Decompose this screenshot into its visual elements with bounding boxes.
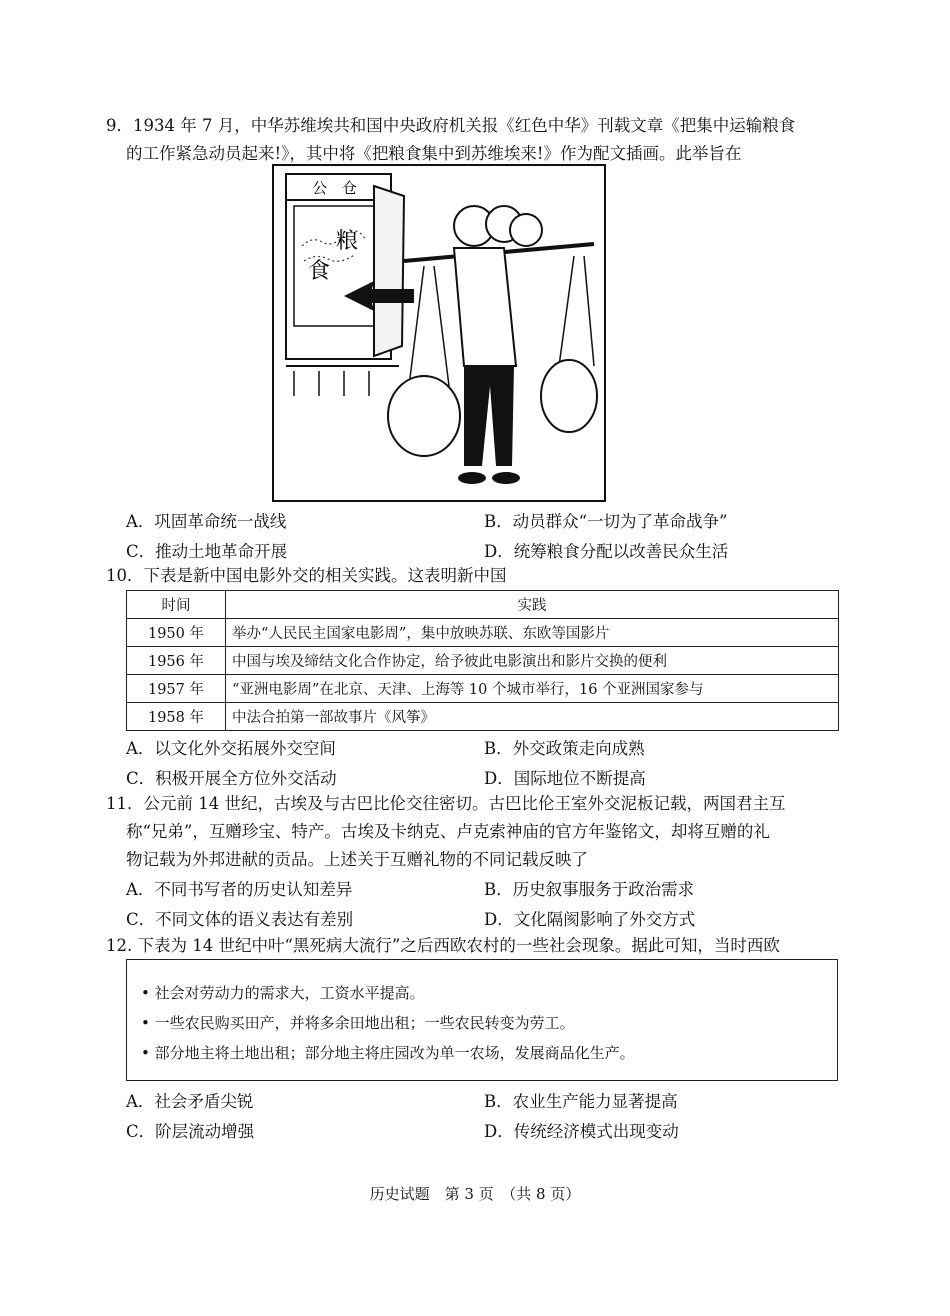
q12-option-d: D．传统经济模式出现变动 bbox=[484, 1122, 679, 1141]
q11-stem-line3: 物记载为外邦进献的贡品。上述关于互赠礼物的不同记载反映了 bbox=[126, 850, 588, 869]
page-footer: 历史试题 第 3 页 （共 8 页） bbox=[369, 1185, 581, 1203]
q12-item: • 部分地主将土地出租；部分地主将庄园改为单一农场，发展商品化生产。 bbox=[141, 1044, 635, 1062]
q12-option-a: A．社会矛盾尖锐 bbox=[126, 1092, 254, 1111]
q10-option-d: D．国际地位不断提高 bbox=[484, 769, 646, 788]
q11-option-d: D．文化隔阂影响了外交方式 bbox=[484, 910, 696, 929]
table-header-time: 时间 bbox=[127, 591, 226, 619]
q10-option-a: A．以文化外交拓展外交空间 bbox=[126, 739, 336, 758]
table-row bbox=[127, 619, 839, 647]
q11-option-b: B．历史叙事服务于政治需求 bbox=[484, 880, 695, 899]
q9-option-b: B．动员群众“一切为了革命战争” bbox=[484, 512, 728, 531]
q9-option-a: A．巩固革命统一战线 bbox=[126, 512, 287, 531]
q12-stem: 12. 下表为 14 世纪中叶“黑死病大流行”之后西欧农村的一些社会现象。据此可知，当时西欧 bbox=[106, 936, 780, 955]
table-row bbox=[127, 675, 839, 703]
table-row bbox=[127, 703, 839, 731]
q9-stem-line2: 的工作紧急动员起来!》，其中将《把粮食集中到苏维埃来!》作为配文插画。此举旨在 bbox=[126, 144, 742, 163]
q10-stem: 10．下表是新中国电影外交的相关实践。这表明新中国 bbox=[106, 566, 507, 585]
table-cell-year: 1957 年 bbox=[127, 675, 226, 703]
q12-item: • 社会对劳动力的需求大，工资水平提高。 bbox=[141, 984, 425, 1002]
table-cell-year: 1958 年 bbox=[127, 703, 226, 731]
q10-option-b: B．外交政策走向成熟 bbox=[484, 739, 645, 758]
poster-text-liang: 粮 bbox=[336, 229, 359, 254]
q10-table bbox=[126, 590, 839, 731]
table-cell-practice: 中法合拍第一部故事片《风筝》 bbox=[226, 703, 839, 731]
q9-illustration-drawing bbox=[274, 166, 604, 500]
table-row bbox=[127, 647, 839, 675]
grain-sack-left bbox=[388, 376, 460, 456]
table-header-practice: 实践 bbox=[226, 591, 839, 619]
poster-text-shi: 食 bbox=[308, 259, 331, 284]
q12-item: • 一些农民购买田产，并将多余田地出租；一些农民转变为劳工。 bbox=[141, 1014, 575, 1032]
q9-option-d: D．统筹粮食分配以改善民众生活 bbox=[484, 542, 729, 561]
q11-option-a: A．不同书写者的历史认知差异 bbox=[126, 880, 353, 899]
table-cell-year: 1950 年 bbox=[127, 619, 226, 647]
q11-stem-line1: 11．公元前 14 世纪，古埃及与古巴比伦交往密切。古巴比伦王室外交泥板记载，两国君主互 bbox=[106, 794, 786, 813]
table-header-row bbox=[127, 591, 839, 619]
q10-option-c: C．积极开展全方位外交活动 bbox=[126, 769, 337, 788]
table-cell-practice: 中国与埃及缔结文化合作协定，给予彼此电影演出和影片交换的便利 bbox=[226, 647, 839, 675]
q12-phenomena-box bbox=[126, 959, 838, 1081]
q12-option-b: B．农业生产能力显著提高 bbox=[484, 1092, 678, 1111]
table-cell-practice: 举办“人民民主国家电影周”，集中放映苏联、东欧等国影片 bbox=[226, 619, 839, 647]
q11-option-c: C．不同文体的语义表达有差别 bbox=[126, 910, 354, 929]
q9-stem-line1: 9．1934 年 7 月，中华苏维埃共和国中央政府机关报《红色中华》刊载文章《把集中运输粮食 bbox=[106, 116, 796, 135]
q9-illustration bbox=[272, 164, 606, 502]
grain-sack-right bbox=[541, 360, 597, 432]
q11-stem-line2: 称“兄弟”，互赠珍宝、特产。古埃及卡纳克、卢克索神庙的官方年鉴铭文，却将互赠的礼 bbox=[126, 822, 770, 841]
granary-sign-text: 公 仓 bbox=[312, 179, 358, 197]
q12-option-c: C．阶层流动增强 bbox=[126, 1122, 255, 1141]
table-cell-year: 1956 年 bbox=[127, 647, 226, 675]
q9-option-c: C．推动土地革命开展 bbox=[126, 542, 288, 561]
table-cell-practice: “亚洲电影周”在北京、天津、上海等 10 个城市举行，16 个亚洲国家参与 bbox=[226, 675, 839, 703]
